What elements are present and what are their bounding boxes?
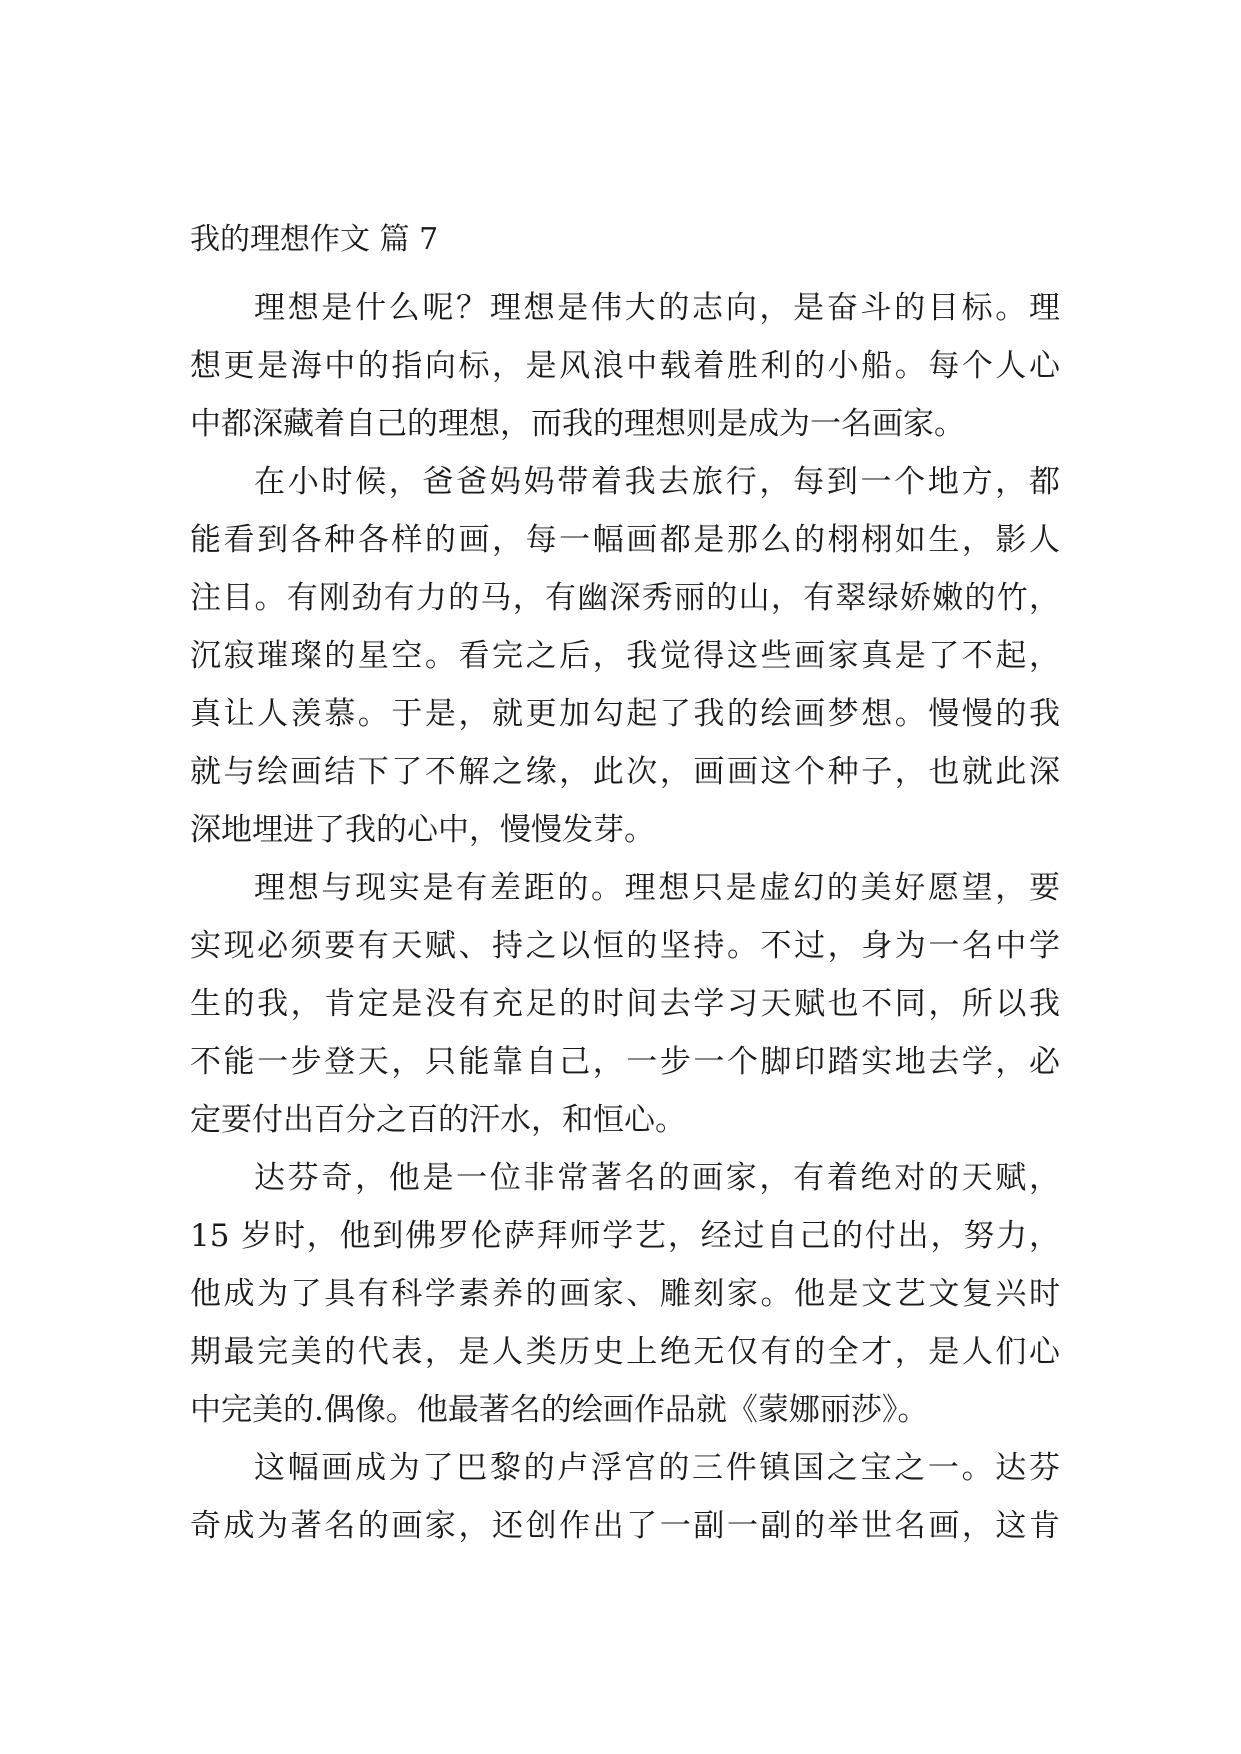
text-line: 理想是什么呢？理想是伟大的志向，是奋斗的目标。理	[254, 290, 1060, 326]
text-line: 这幅画成为了巴黎的卢浮宫的三件镇国之宝之一。达芬	[254, 1450, 1060, 1486]
paragraph-4	[190, 1149, 1060, 1439]
text-line: 生的我，肯定是没有充足的时间去学习天赋也不同，所以我	[190, 986, 1060, 1022]
text-line: 就与绘画结下了不解之缘，此次，画画这个种子，也就此深	[190, 754, 1060, 790]
text-line: 深地埋进了我的心中，慢慢发芽。	[190, 812, 655, 848]
text-line: 沉寂璀璨的星空。看完之后，我觉得这些画家真是了不起，	[190, 638, 1060, 674]
paragraph-3	[190, 859, 1060, 1149]
text-line: 奇成为著名的画家，还创作出了一副一副的举世名画，这肯	[190, 1508, 1060, 1544]
text-line: 他成为了具有科学素养的画家、雕刻家。他是文艺文复兴时	[190, 1276, 1060, 1312]
text-line: 真让人羡慕。于是，就更加勾起了我的绘画梦想。慢慢的我	[190, 696, 1060, 732]
text-line: 理想与现实是有差距的。理想只是虚幻的美好愿望，要	[254, 870, 1060, 906]
paragraph-5	[190, 1439, 1060, 1555]
text-line: 定要付出百分之百的汗水，和恒心。	[190, 1102, 686, 1138]
text-line: 能看到各种各样的画，每一幅画都是那么的栩栩如生，影人	[190, 522, 1060, 558]
text-line: 15 岁时，他到佛罗伦萨拜师学艺，经过自己的付出，努力，	[190, 1218, 1060, 1254]
text-line: 在小时候，爸爸妈妈带着我去旅行，每到一个地方，都	[254, 464, 1060, 500]
document-body	[190, 279, 1060, 1555]
text-line: 中完美的.偶像。他最著名的绘画作品就《蒙娜丽莎》。	[190, 1392, 929, 1428]
document-title: 我的理想作文 篇 7	[190, 222, 439, 257]
text-line: 达芬奇，他是一位非常著名的画家，有着绝对的天赋，	[254, 1160, 1060, 1196]
text-line: 中都深藏着自己的理想，而我的理想则是成为一名画家。	[190, 406, 965, 442]
text-line: 不能一步登天，只能靠自己，一步一个脚印踏实地去学，必	[190, 1044, 1060, 1080]
text-line: 想更是海中的指向标，是风浪中载着胜利的小船。每个人心	[190, 348, 1060, 384]
text-line: 实现必须要有天赋、持之以恒的坚持。不过，身为一名中学	[190, 928, 1060, 964]
paragraph-1	[190, 279, 1060, 453]
text-line: 注目。有刚劲有力的马，有幽深秀丽的山，有翠绿娇嫩的竹，	[190, 580, 1060, 616]
text-line: 期最完美的代表，是人类历史上绝无仅有的全才，是人们心	[190, 1334, 1060, 1370]
paragraph-2	[190, 453, 1060, 859]
